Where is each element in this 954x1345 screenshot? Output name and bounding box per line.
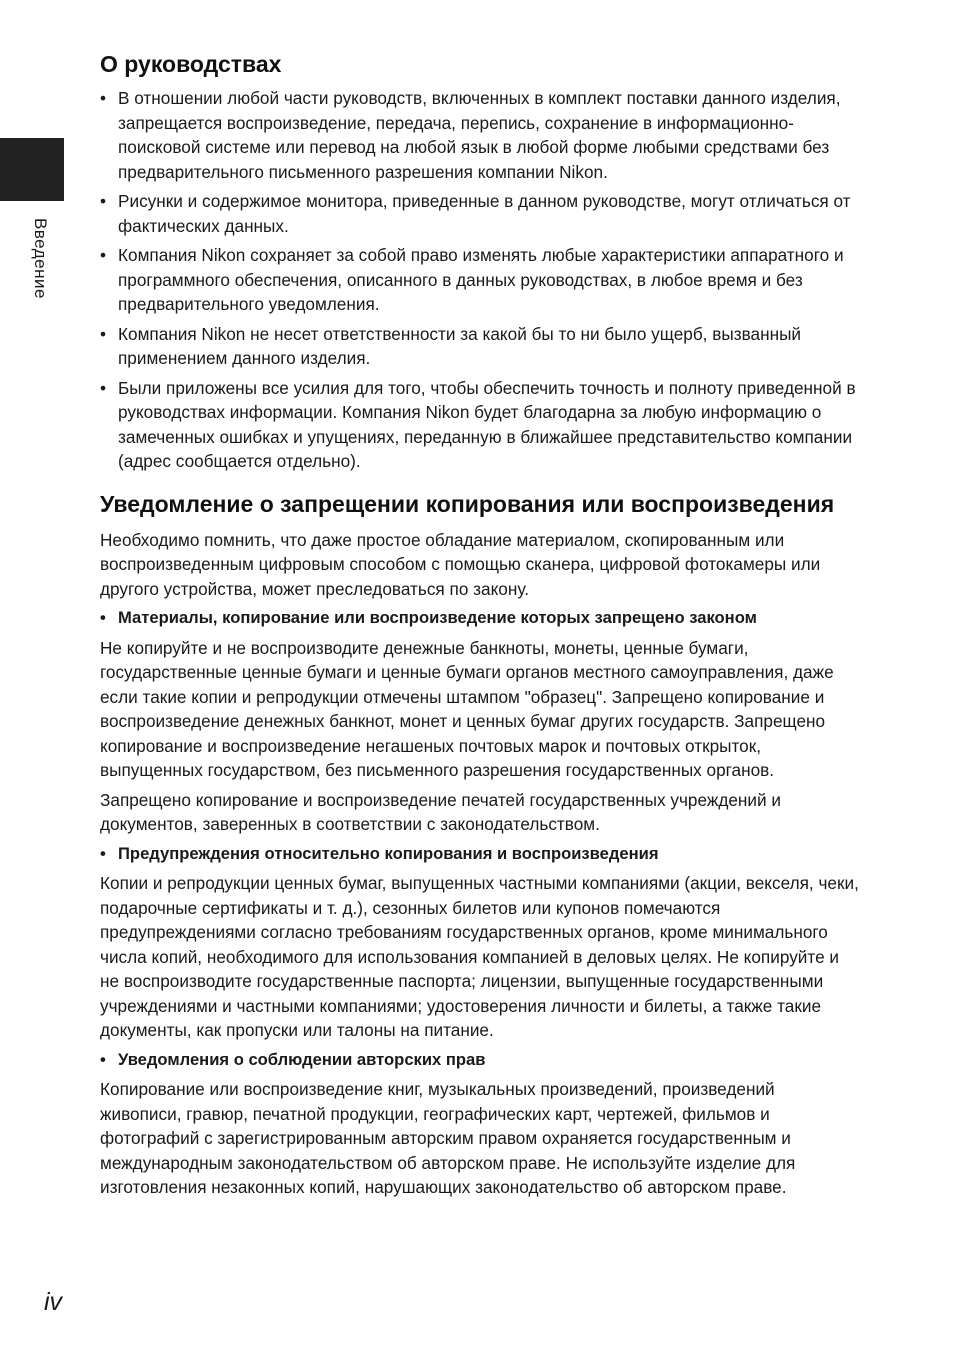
list-item: • Компания Nikon не несет ответственности за какой бы то ни было ущерб, вызванный применением данного изделия. bbox=[100, 322, 860, 371]
section-title-copy-notice: Уведомление о запрещении копирования или воспроизведения bbox=[100, 490, 835, 517]
prohibited-seals-paragraph: Запрещено копирование и воспроизведение печатей государственных учреждений и документов, заверенных в соответствии с законодательством. bbox=[100, 789, 781, 834]
list-item: • Были приложены все усилия для того, чтобы обеспечить точность и полноту приведенной в руководствах информации. Компания Nikon будет благодарна за любую информацию о замеченных ошибках и упущениях, переданную в ближайшее представительство компании (адрес сообщается отдельно). bbox=[100, 376, 860, 474]
copy-warnings-paragraph: Копии и репродукции ценных бумаг, выпущенных частными компаниями (акции, векселя, чеки, подарочные сертификаты и т. д.), сезонных билетов или купонов помечаются предупреждениями согласно требованиям государственных органов, кроме минимального числа копий, необходимого для использования компанией в деловых целях. Не копируйте и не воспроизводите государственные паспорта; лицензии, выпущенные государственными учреждениями и частными компаниями; удостоверения личности и билеты, а также такие документы, как пропуски или талоны на питание. bbox=[100, 873, 859, 1040]
chapter-tab-marker bbox=[0, 138, 64, 201]
subheading-copyright-notices: • Уведомления о соблюдении авторских прав bbox=[100, 1048, 860, 1073]
list-item: • Рисунки и содержимое монитора, приведенные в данном руководстве, могут отличаться от фактических данных. bbox=[100, 189, 860, 238]
copy-notice-intro: Необходимо помнить, что даже простое обладание материалом, скопированным или воспроизведенным цифровым способом с помощью сканера, цифровой фотокамеры или другого устройства, может преследоваться по закону. bbox=[100, 529, 821, 599]
subheading-copy-warnings: • Предупреждения относительно копирования и воспроизведения bbox=[100, 842, 860, 867]
page-content bbox=[100, 48, 860, 1205]
section-title-manuals: О руководствах bbox=[100, 51, 282, 77]
page-number: iv bbox=[44, 1288, 63, 1316]
subheading-prohibited-materials: • Материалы, копирование или воспроизведение которых запрещено законом bbox=[100, 606, 860, 631]
copyright-notices-paragraph: Копирование или воспроизведение книг, музыкальных произведений, произведений живописи, гравюр, печатной продукции, географических карт, чертежей, фильмов и фотографий с зарегистрированным авторским правом охраняется государственным и международным законодательством об авторском праве. Не используйте изделие для изготовления незаконных копий, нарушающих законодательство об авторском праве. bbox=[100, 1079, 796, 1197]
prohibited-materials-paragraph: Не копируйте и не воспроизводите денежные банкноты, монеты, ценные бумаги, государственные ценные бумаги и ценные бумаги органов местного самоуправления, даже если такие копии и репродукции отмечены штампом "образец". Запрещено копирование и воспроизведение денежных банкнот, монет и ценных бумаг других государств. Запрещено копирование и воспроизведение негашеных почтовых марок и почтовых открыток, выпущенных государством, без письменного разрешения государственных органов. bbox=[100, 637, 834, 780]
manuals-bullet-list bbox=[100, 86, 860, 474]
chapter-tab-label: Введение bbox=[31, 218, 50, 299]
list-item: • Компания Nikon сохраняет за собой право изменять любые характеристики аппаратного и программного обеспечения, описанного в данных руководствах, в любое время и без предварительного уведомления. bbox=[100, 243, 860, 317]
list-item: • В отношении любой части руководств, включенных в комплект поставки данного изделия, запрещается воспроизведение, передача, перепись, сохранение в информационно-поисковой системе или перевод на любой язык в любой форме любыми средствами без предварительного письменного разрешения компании Nikon. bbox=[100, 86, 860, 184]
